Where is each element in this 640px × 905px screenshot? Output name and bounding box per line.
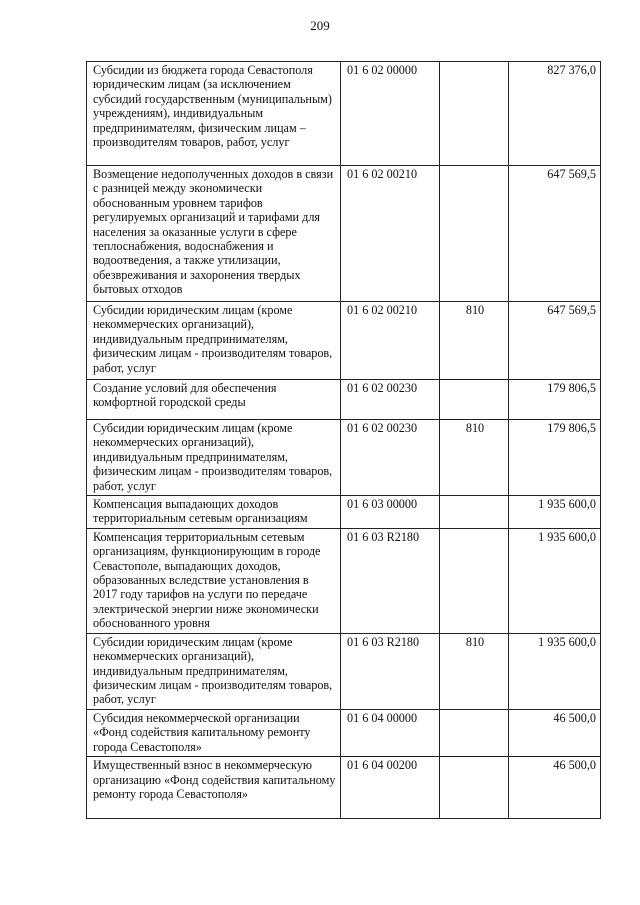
budget-code-cell: 01 6 04 00200 bbox=[341, 757, 440, 819]
item-name-cell: Возмещение недополученных доходов в связи с разницей между экономически обоснованным уровнем тарифов регулируемых организаций и тарифами для населения за оказанные услуги в сфере теплоснабжения, водоснабжения и водоотведения, а также утилизации, обезвреживания и захоронения твердых бытовых отходов bbox=[87, 166, 341, 302]
budget-code-cell: 01 6 02 00210 bbox=[341, 302, 440, 380]
expense-type-cell: 810 bbox=[440, 302, 509, 380]
amount-cell: 1 935 600,0 bbox=[509, 633, 601, 709]
item-name-cell: Имущественный взнос в некоммерческую организацию «Фонд содействия капитальному ремонту города Севастополя» bbox=[87, 757, 341, 819]
item-name-cell: Создание условий для обеспечения комфортной городской среды bbox=[87, 380, 341, 420]
budget-code-cell: 01 6 02 00000 bbox=[341, 62, 440, 166]
expense-type-cell bbox=[440, 380, 509, 420]
table-row bbox=[87, 709, 601, 756]
item-name-cell: Компенсация выпадающих доходов территориальным сетевым организациям bbox=[87, 496, 341, 529]
expense-type-cell bbox=[440, 528, 509, 633]
amount-cell: 1 935 600,0 bbox=[509, 496, 601, 529]
table-row bbox=[87, 62, 601, 166]
item-name-cell: Субсидии юридическим лицам (кроме некоммерческих организаций), индивидуальным предпринимателям, физическим лицам - производителям товаров, работ, услуг bbox=[87, 420, 341, 496]
budget-code-cell: 01 6 03 00000 bbox=[341, 496, 440, 529]
expense-type-cell bbox=[440, 166, 509, 302]
item-name-cell: Субсидии из бюджета города Севастополя юридическим лицам (за исключением субсидий государственным (муниципальным) учреждениям), индивидуальным предпринимателям, физическим лицам – производителям товаров, работ, услуг bbox=[87, 62, 341, 166]
table-row bbox=[87, 633, 601, 709]
amount-cell: 647 569,5 bbox=[509, 166, 601, 302]
amount-cell: 46 500,0 bbox=[509, 709, 601, 756]
page-number: 209 bbox=[310, 18, 330, 33]
amount-cell: 46 500,0 bbox=[509, 757, 601, 819]
table-row bbox=[87, 528, 601, 633]
item-name-cell: Субсидия некоммерческой организации «Фонд содействия капитальному ремонту города Севастополя» bbox=[87, 709, 341, 756]
budget-code-cell: 01 6 03 R2180 bbox=[341, 633, 440, 709]
amount-cell: 179 806,5 bbox=[509, 380, 601, 420]
expense-type-cell: 810 bbox=[440, 420, 509, 496]
budget-code-cell: 01 6 02 00210 bbox=[341, 166, 440, 302]
item-name-cell: Субсидии юридическим лицам (кроме некоммерческих организаций), индивидуальным предпринимателям, физическим лицам - производителям товаров, работ, услуг bbox=[87, 633, 341, 709]
budget-code-cell: 01 6 02 00230 bbox=[341, 420, 440, 496]
table-row bbox=[87, 420, 601, 496]
expense-type-cell: 810 bbox=[440, 633, 509, 709]
item-name-cell: Компенсация территориальным сетевым организациям, функционирующим в городе Севастополе, выпадающих доходов, образованных вследствие установления в 2017 году тарифов на услуги по передаче электрической энергии ниже экономически обоснованного уровня bbox=[87, 528, 341, 633]
amount-cell: 1 935 600,0 bbox=[509, 528, 601, 633]
table-row bbox=[87, 380, 601, 420]
expense-type-cell bbox=[440, 757, 509, 819]
expense-type-cell bbox=[440, 496, 509, 529]
budget-code-cell: 01 6 03 R2180 bbox=[341, 528, 440, 633]
amount-cell: 179 806,5 bbox=[509, 420, 601, 496]
expense-type-cell bbox=[440, 709, 509, 756]
table-row bbox=[87, 166, 601, 302]
table-row bbox=[87, 496, 601, 529]
table-row bbox=[87, 757, 601, 819]
amount-cell: 827 376,0 bbox=[509, 62, 601, 166]
budget-code-cell: 01 6 02 00230 bbox=[341, 380, 440, 420]
budget-code-cell: 01 6 04 00000 bbox=[341, 709, 440, 756]
amount-cell: 647 569,5 bbox=[509, 302, 601, 380]
item-name-cell: Субсидии юридическим лицам (кроме некоммерческих организаций), индивидуальным предпринимателям, физическим лицам - производителям товаров, работ, услуг bbox=[87, 302, 341, 380]
expense-type-cell bbox=[440, 62, 509, 166]
budget-table bbox=[86, 61, 601, 819]
table-row bbox=[87, 302, 601, 380]
